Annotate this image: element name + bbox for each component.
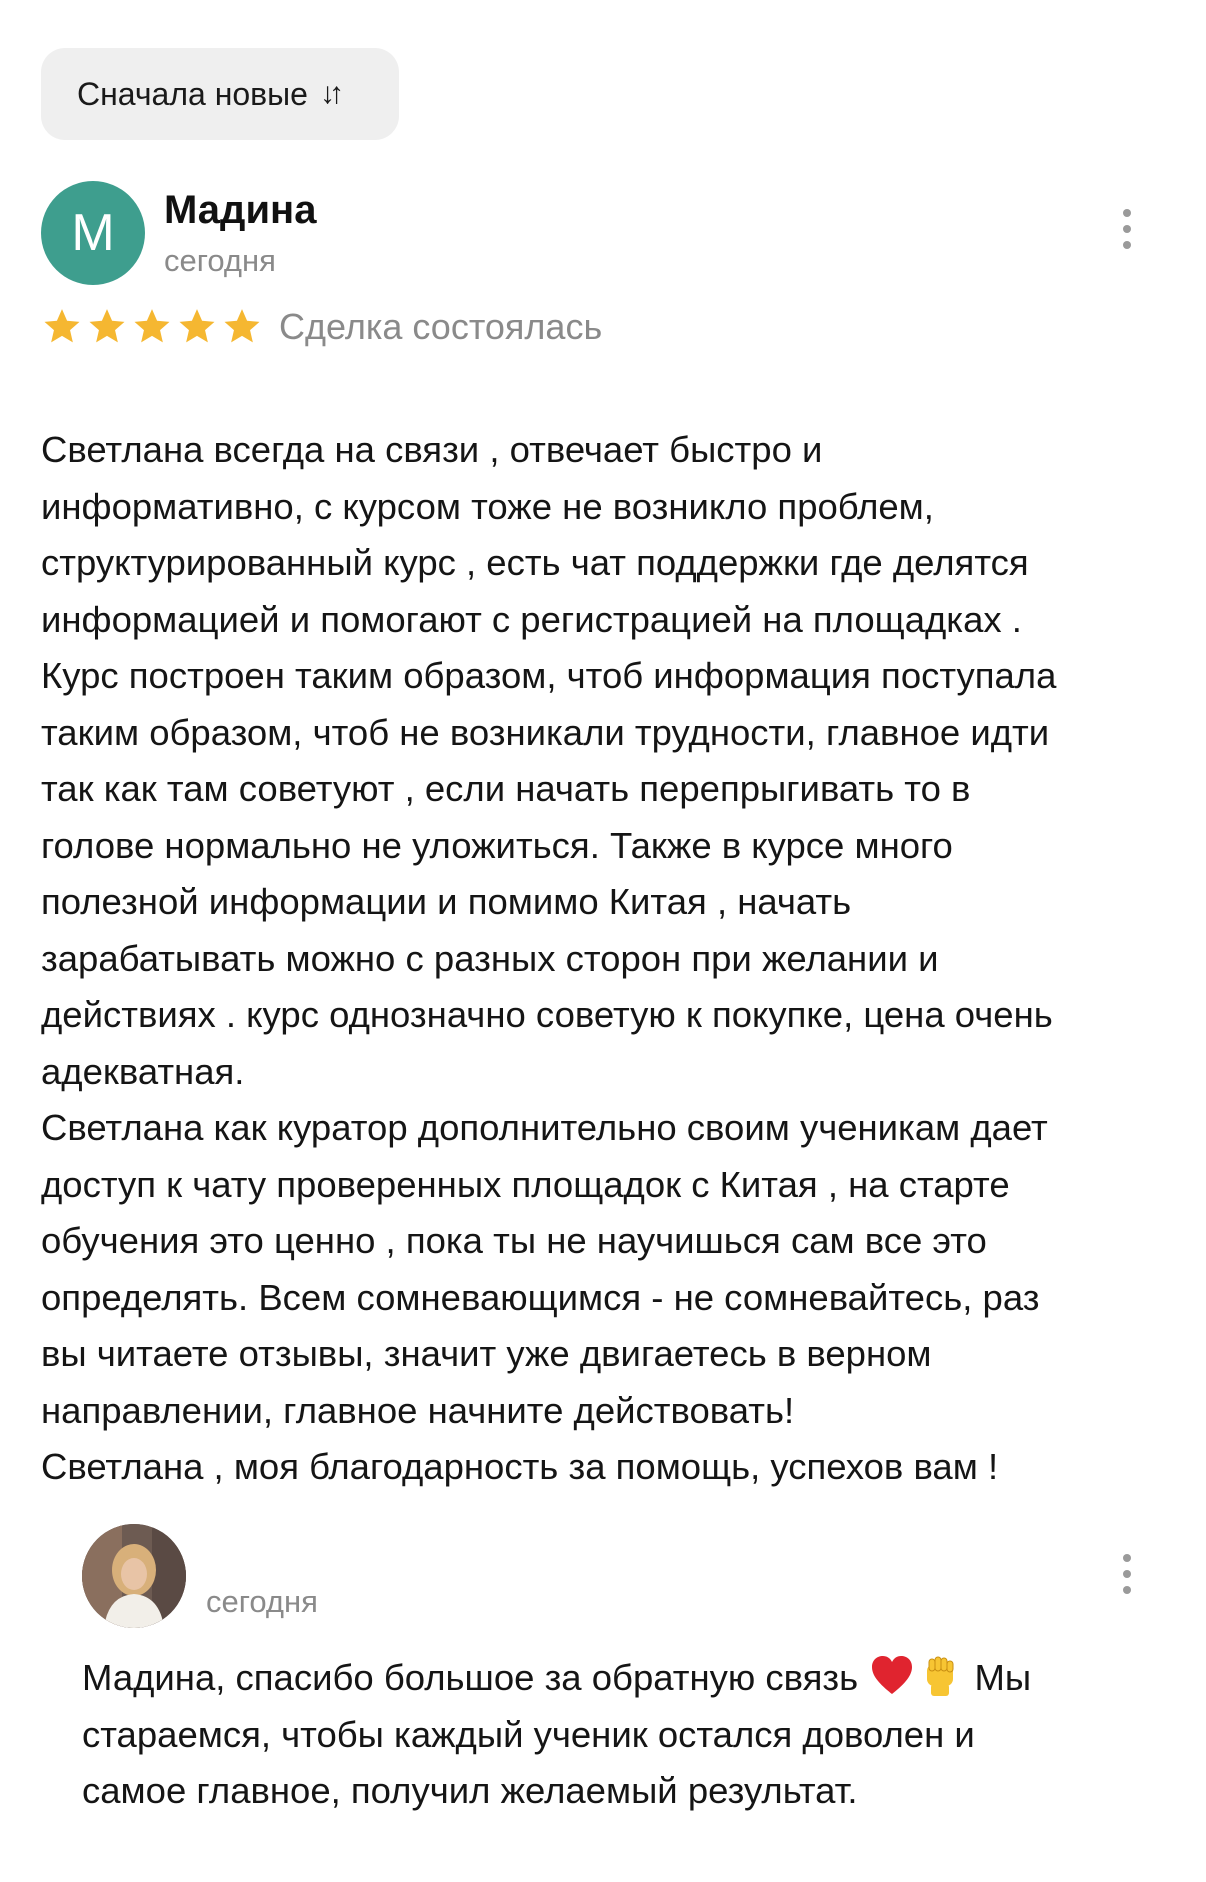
star-icon [86, 306, 128, 348]
reply-text-part2: Мы стараемся, чтобы каждый ученик остался доволен и самое главное, получил желаемый результат. [82, 1657, 1032, 1811]
reply-text [82, 1650, 1182, 1820]
star-icon [176, 306, 218, 348]
star-icon [41, 306, 83, 348]
sort-arrows-icon: ↓↑ [319, 77, 338, 110]
reply-date: сегодня [206, 1584, 318, 1619]
heart-emoji [870, 1654, 914, 1698]
author-name[interactable]: Мадина [164, 188, 317, 232]
rating-row [41, 306, 602, 348]
review-date: сегодня [164, 243, 276, 278]
review-text: Светлана всегда на связи , отвечает быстро и информативно, с курсом тоже не возникло проблем, структурированный курс , есть чат поддержки где делятся информацией и помогают с регистрацией на площадках . Курс построен таким образом, чтоб информация поступала таким образом, чтоб не возникали трудности, главное идти так как там советуют , если начать перепрыгивать то в голове нормально не уложиться. Также в курсе много полезной информации и помимо Китая , начать зарабатывать можно с разных сторон при желании и действиях . курс однозначно советую к покупке, цена очень адекватная. Светлана как куратор дополнительно своим ученикам дает доступ к чату проверенных площадок с Китая , на старте обучения это ценно , пока ты не научишься сам все это определять. Всем сомневающимся - не сомневайтесь, раз вы читаете отзывы, значит уже двигаетесь в верном направлении, главное начните действовать! Светлана , моя благодарность за помощь, успехов вам ! [41, 429, 1057, 1487]
raised-fist-emoji [918, 1654, 962, 1698]
star-icon [221, 306, 263, 348]
avatar-letter: М [71, 204, 115, 262]
star-rating [41, 306, 263, 348]
seller-photo [82, 1524, 186, 1628]
reply-text-part1: Мадина, спасибо большое за обратную связь [82, 1657, 869, 1698]
reply-avatar[interactable] [82, 1524, 186, 1628]
reply-more-options-icon[interactable] [1115, 1550, 1139, 1598]
avatar[interactable] [41, 181, 145, 285]
sort-button[interactable] [41, 48, 399, 140]
more-options-icon[interactable] [1115, 205, 1139, 253]
deal-status: Сделка состоялась [279, 306, 603, 347]
sort-label: Сначала новые [77, 75, 308, 112]
star-icon [131, 306, 173, 348]
